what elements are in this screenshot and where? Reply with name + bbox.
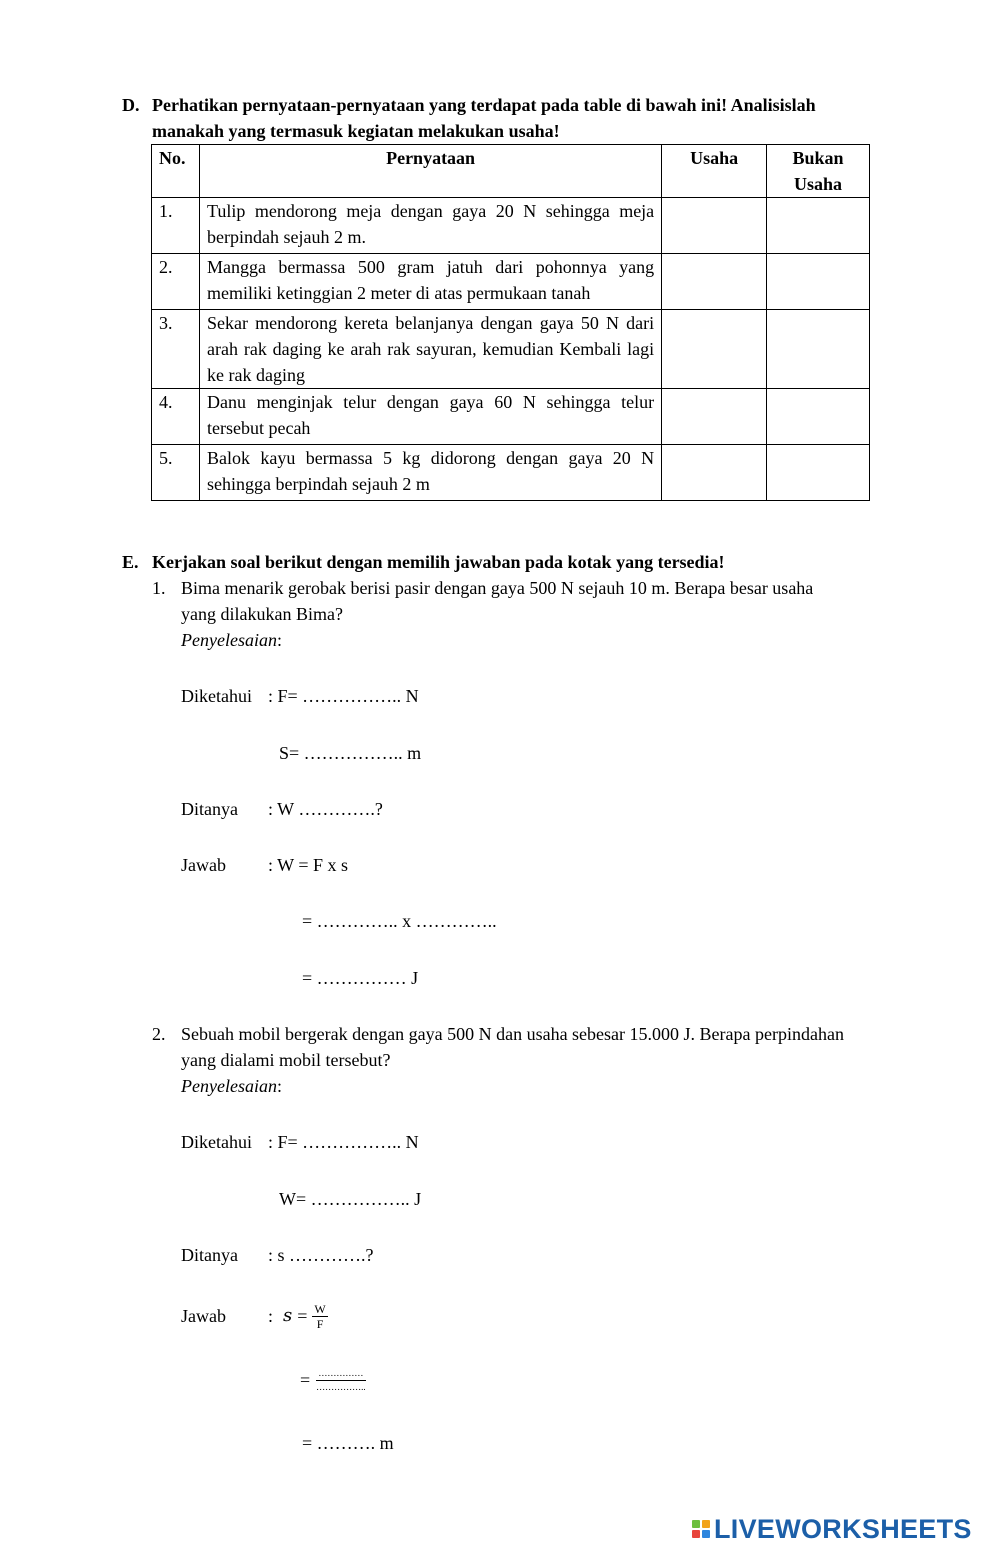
row-statement: Mangga bermassa 500 gram jatuh dari pohonnya yang memiliki ketinggian 2 meter di atas permukaan tanah [199,254,661,310]
q1-solution-word: Penyelesaian [181,630,277,650]
row-bukan-usaha-cell[interactable] [767,389,870,445]
q2-asked-label: Ditanya [181,1245,238,1265]
row-usaha-cell[interactable] [662,254,767,310]
header-statement: Pernyataan [199,145,661,198]
q2-formula-eq: = [297,1306,308,1326]
q2-solution-colon: : [276,1076,282,1096]
row-usaha-cell[interactable] [662,445,767,501]
section-d-instruction-line1: Perhatikan pernyataan-pernyataan yang terdapat pada table di bawah ini! Analisislah [152,95,816,115]
logo-square-red [692,1530,700,1538]
header-usaha: Usaha [662,145,767,198]
row-usaha-cell[interactable] [662,198,767,254]
q2-formula-fraction [312,1303,327,1330]
row-usaha-cell[interactable] [662,310,767,389]
header-bukan-line2: Usaha [794,174,843,194]
row-number: 1. [152,198,200,254]
liveworksheets-logo [692,1514,972,1544]
q2-step1-denominator[interactable]: …………….. [316,1381,366,1392]
row-statement: Sekar mendorong kereta belanjanya dengan gaya 50 N dari arah rak daging ke arah rak sayuran, kemudian Kembali lagi ke rak daging [199,310,661,389]
table-header-row [152,145,870,198]
q1-text-line1: Bima menarik gerobak berisi pasir dengan gaya 500 N sejauh 10 m. Berapa besar usaha [181,578,814,598]
q2-formula-var: s [283,1305,293,1326]
q2-step1-numerator[interactable]: …………… [316,1368,366,1381]
section-d-label: D. [122,95,140,115]
q1-answer-step1[interactable]: = ………….. x ………….. [302,911,497,931]
q2-solution-word: Penyelesaian [181,1076,277,1096]
q1-answer-step2[interactable]: = …………… J [302,968,419,988]
q2-formula-denominator: F [316,1316,324,1331]
table-row [152,254,870,310]
logo-text: LIVEWORKSHEETS [714,1514,972,1544]
q2-known-f[interactable]: : F= …………….. N [268,1132,419,1152]
header-bukan-line1: Bukan [792,148,844,168]
q2-formula-numerator: W [314,1301,326,1316]
q2-answer-label: Jawab [181,1306,226,1326]
q2-text-line1: Sebuah mobil bergerak dengan gaya 500 N dan usaha sebesar 15.000 J. Berapa perpindahan [181,1024,844,1044]
q2-solution-label [181,1073,282,1099]
q2-asked-value[interactable]: : s ………….? [268,1245,374,1265]
q2-text-line2: yang dialami mobil tersebut? [181,1050,391,1070]
q1-solution-label [181,627,282,653]
row-bukan-usaha-cell[interactable] [767,198,870,254]
section-e-title: Kerjakan soal berikut dengan memilih jawaban pada kotak yang tersedia! [152,552,725,572]
q2-answer-formula [268,1298,328,1334]
q1-text-line2: yang dilakukan Bima? [181,604,343,624]
table-row [152,198,870,254]
q1-known-label: Diketahui [181,686,252,706]
q2-step1-fraction [316,1368,366,1393]
q2-answer-step2[interactable]: = ………. m [302,1433,394,1453]
table-row [152,445,870,501]
logo-mark-icon [692,1520,710,1538]
row-bukan-usaha-cell[interactable] [767,254,870,310]
row-number: 3. [152,310,200,389]
logo-square-orange [702,1520,710,1528]
section-e-label: E. [122,552,139,572]
row-bukan-usaha-cell[interactable] [767,445,870,501]
statement-table [151,144,870,501]
q2-answer-step1 [300,1362,366,1398]
table-row [152,310,870,389]
q1-asked-label: Ditanya [181,799,238,819]
row-bukan-usaha-cell[interactable] [767,310,870,389]
q1-asked-value[interactable]: : W ………….? [268,799,383,819]
row-number: 4. [152,389,200,445]
q1-solution-colon: : [276,630,282,650]
header-no: No. [152,145,200,198]
row-statement: Balok kayu bermassa 5 kg didorong dengan gaya 20 N sehingga berpindah sejauh 2 m [199,445,661,501]
table-row [152,389,870,445]
logo-square-green [692,1520,700,1528]
row-number: 2. [152,254,200,310]
row-usaha-cell[interactable] [662,389,767,445]
q1-answer-formula: : W = F x s [268,855,349,875]
row-statement: Tulip mendorong meja dengan gaya 20 N sehingga meja berpindah sejauh 2 m. [199,198,661,254]
q1-answer-label: Jawab [181,855,226,875]
row-statement: Danu menginjak telur dengan gaya 60 N sehingga telur tersebut pecah [199,389,661,445]
q2-number: 2. [152,1024,166,1044]
q1-known-s[interactable]: S= …………….. m [279,743,422,763]
q2-known-label: Diketahui [181,1132,252,1152]
q2-formula-colon: : [268,1306,274,1326]
logo-square-blue [702,1530,710,1538]
q1-number: 1. [152,578,166,598]
q2-step1-eq: = [300,1370,311,1390]
q1-known-f[interactable]: : F= …………….. N [268,686,419,706]
q2-known-w[interactable]: W= …………….. J [279,1189,422,1209]
row-number: 5. [152,445,200,501]
section-d-instruction-line2: manakah yang termasuk kegiatan melakukan usaha! [152,121,560,141]
header-bukan-usaha [767,145,870,198]
